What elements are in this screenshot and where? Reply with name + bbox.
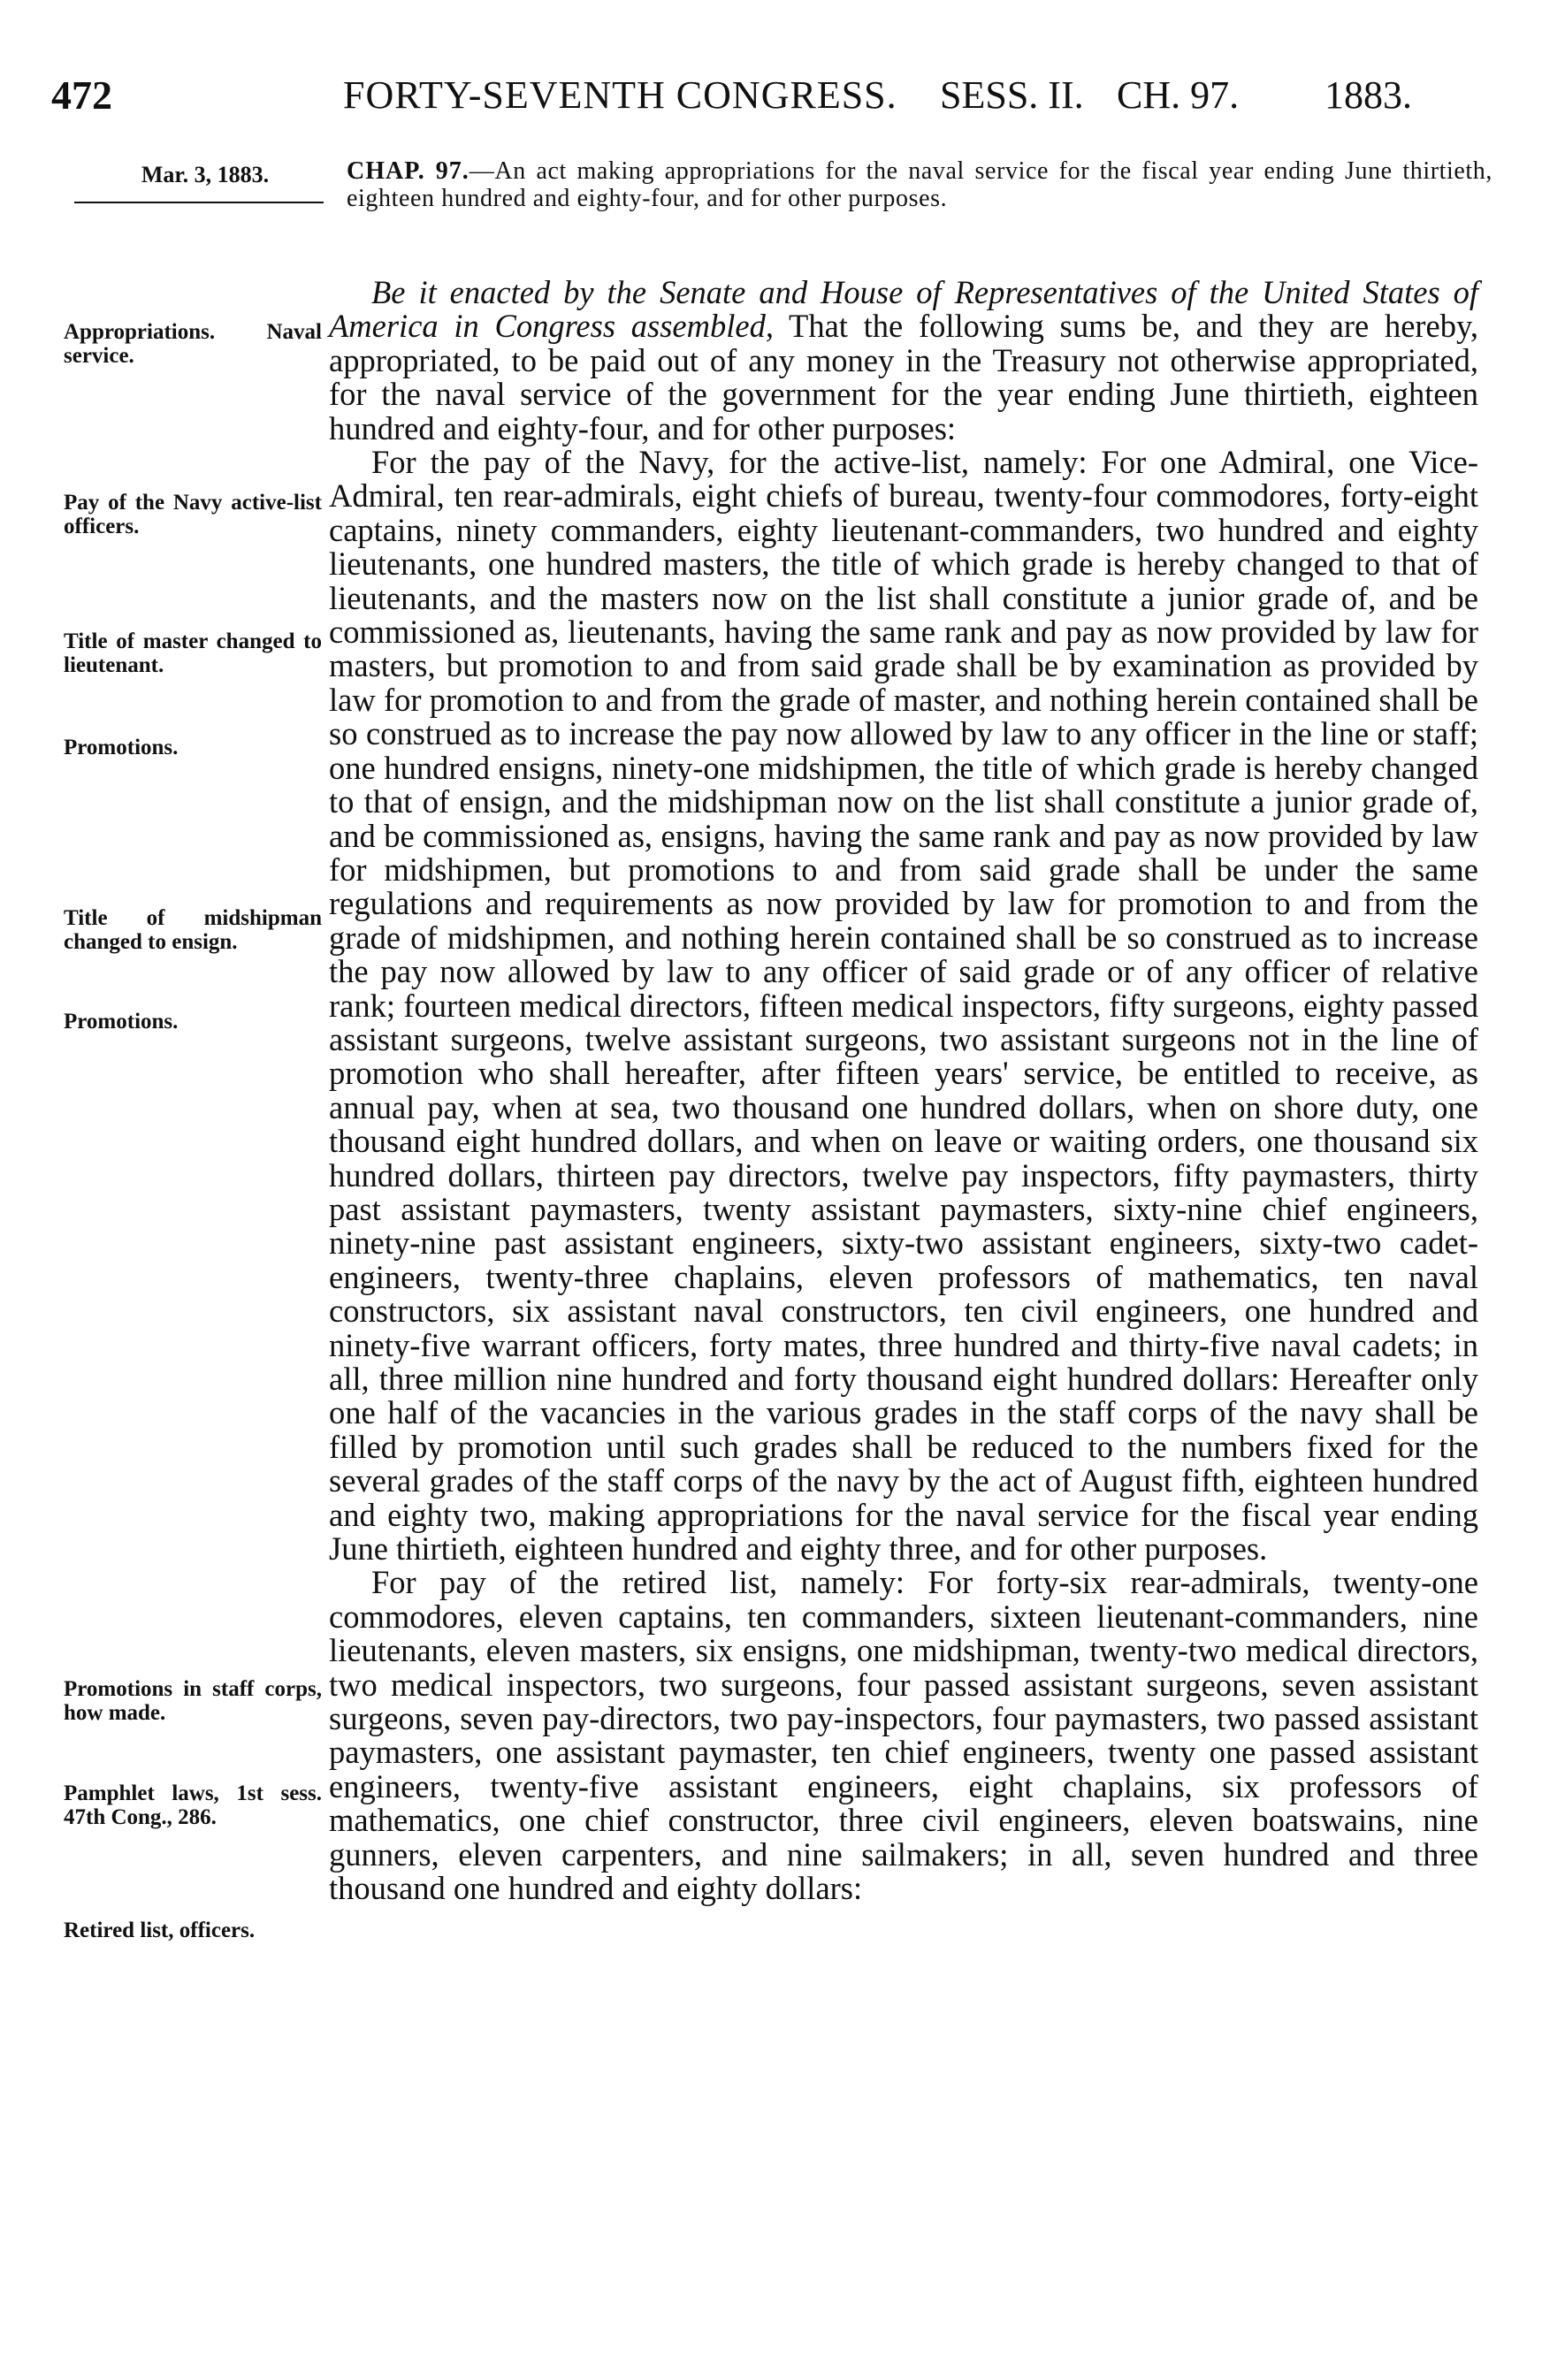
head-congress: FORTY-SEVENTH CONGRESS. [343,73,897,117]
head-session: SESS. II. [940,73,1084,117]
margin-date: Mar. 3, 1883. [141,162,270,187]
page-number: 472 [51,72,112,118]
chapter-title-text: —An act making appropriations for the naval service for the fiscal year ending June thirtieth, eighteen hundred and eighty-four, and for other purposes. [347,157,1492,212]
side-note-title-master: Title of master changed to lieutenant. [64,629,322,677]
head-chapter: CH. 97. [1117,73,1240,117]
side-note-retired-list: Retired list, officers. [64,1918,256,1942]
side-note-staff-corps: Promotions in staff corps, how made. [64,1677,322,1725]
side-note-appropriations: Appropriations. Naval service. [64,320,322,368]
running-head [51,69,1431,122]
side-note-pay-active-list: Pay of the Navy active-list officers. [64,491,322,538]
side-note-pamphlet-laws: Pamphlet laws, 1st sess. 47th Cong., 286. [64,1781,322,1829]
retired-list-paragraph: For pay of the retired list, namely: For forty-six rear-admirals, twenty-one commodores, eleven captains, ten commanders, sixteen lieutenant-commanders, nine lieutenants, eleven masters, six ensigns, one midshipman, twenty-two medical directors, two medical inspectors, two surgeons, four passed assistant surgeons, seven assistant surgeons, seven pay-directors, two pay-inspectors, four paymasters, two passed assistant paymasters, one assistant paymaster, ten chief engineers, twenty one passed assistant engineers, twenty-five assistant engineers, eight chaplains, six professors of mathematics, one chief constructor, three civil engineers, eleven boatswains, nine gunners, eleven carpenters, and nine sailmakers; in all, seven hundred and three thousand one hundred and eighty dollars: [329,1564,1478,1907]
chapter-number: CHAP. 97. [347,157,470,185]
side-note-title-midshipman: Title of midshipman changed to ensign. [64,906,322,954]
chapter-title [347,157,1492,212]
head-year: 1883. [1325,73,1412,117]
enacting-paragraph [329,276,1478,446]
side-note-promotions-2: Promotions. [64,1010,179,1034]
appropriation-clause: That the following sums be, and they are hereby, appropriated, to be paid out of any money in the Treasury not otherwise appropriated, for the naval service of the government for the year ending June thirtieth, eighteen hundred and eighty-four, and for other purposes: [329,308,1479,446]
side-note-promotions-1: Promotions. [64,736,179,759]
active-list-paragraph: For the pay of the Navy, for the active-list, namely: For one Admiral, one Vice-Admiral, ten rear-admirals, eight chiefs of bureau, twenty-four commodores, forty-eight captains, ninety commanders, eighty lieutenant-commanders, two hundred and eighty lieutenants, one hundred masters, the title of which grade is hereby changed to that of lieutenants, and the masters now on the list shall constitute a junior grade of, and be commissioned as, lieutenants, having the same rank and pay as now provided by law for masters, but promotion to and from said grade shall be by examination as provided by law for promotion to and from the grade of master, and nothing herein contained shall be so construed as to increase the pay now allowed by law to any officer in the line or staff; one hundred ensigns, ninety-one midshipmen, the title of which grade is hereby changed to that of ensign, and the midshipman now on the list shall constitute a junior grade of, and be commissioned as, ensigns, having the same rank and pay as now provided by law for midshipmen, but promotions to and from said grade shall be under the same regulations and requirements as now provided by law for promotion to and from the grade of midshipmen, and nothing herein contained shall be so construed as to increase the pay now allowed by law to any officer of said grade or of any officer of relative rank; fourteen medical directors, fifteen medical inspectors, fifty surgeons, eighty passed assistant surgeons, twelve assistant surgeons, two assistant surgeons not in the line of promotion who shall hereafter, after fifteen years' service, be entitled to receive, as annual pay, when at sea, two thousand one hundred dollars, when on shore duty, one thousand eight hundred dollars, and when on leave or waiting orders, one thousand six hundred dollars, thirteen pay directors, twelve pay inspectors, fifty paymasters, thirty past assistant paymasters, twenty assistant paymasters, sixty-nine chief engineers, ninety-nine past assistant engineers, sixty-two assistant engineers, sixty-two cadet-engineers, twenty-three chaplains, eleven professors of mathematics, ten naval constructors, six assistant naval constructors, ten civil engineers, one hundred and ninety-five warrant officers, forty mates, three hundred and thirty-five naval cadets; in all, three million nine hundred and forty thousand eight hundred dollars: Hereafter only one half of the vacancies in the various grades in the staff corps of the navy shall be filled by promotion until such grades shall be reduced to the numbers fixed for the several grades of the staff corps of the navy by the act of August fifth, eighteen hundred and eighty two, making appropriations for the naval service for the fiscal year ending June thirtieth, eighteen hundred and eighty three, and for other purposes. [329,444,1478,1568]
act-body [329,276,1478,1906]
enacting-clause: Be it enacted by the Senate and House of Representatives of the United States of America in Congress assembled, [329,274,1478,345]
margin-rule [74,202,324,203]
